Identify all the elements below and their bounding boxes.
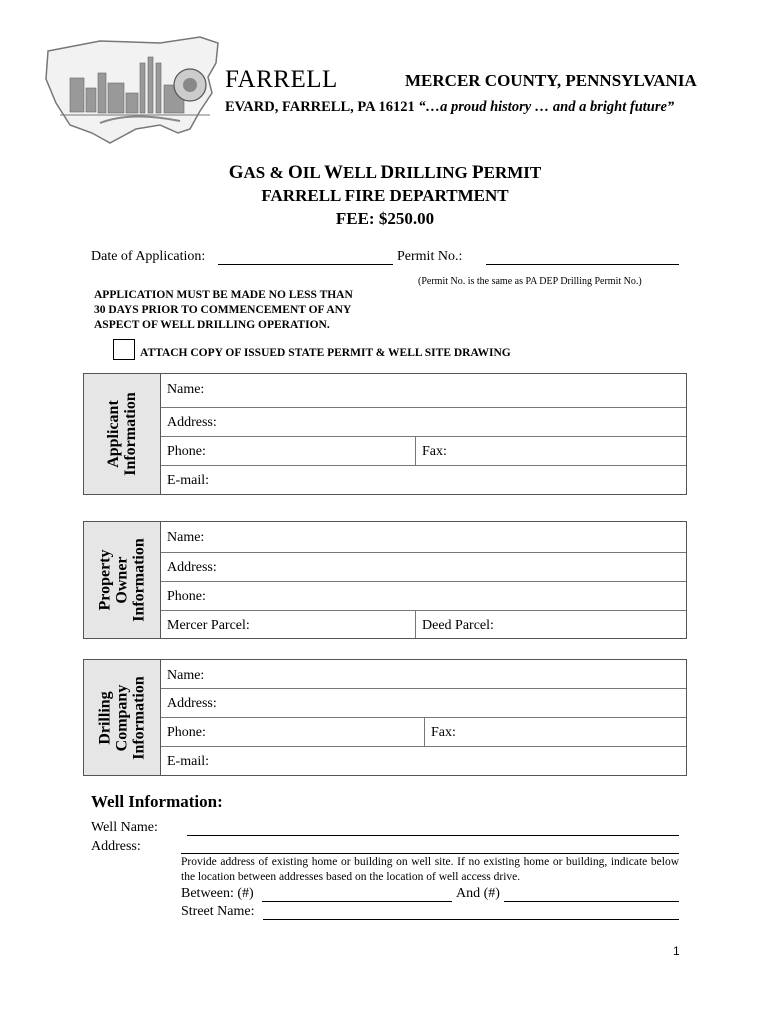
well-name-field[interactable] [187, 835, 679, 836]
motto: “…a proud history … and a bright future” [418, 99, 675, 115]
city-logo [40, 33, 225, 153]
driller-phone-field[interactable]: Phone: [167, 725, 206, 740]
driller-section [83, 659, 687, 776]
owner-address-field[interactable]: Address: [161, 552, 686, 582]
applicant-email-field[interactable]: E-mail: [167, 473, 209, 488]
owner-phone-field[interactable]: Phone: [161, 581, 686, 611]
fee-title: FEE: $250.00 [335, 209, 435, 228]
well-address-field[interactable] [181, 853, 679, 854]
well-address-label: Address: [91, 839, 141, 854]
city-name: FARRELL [225, 66, 338, 93]
applicant-phone-row [161, 436, 686, 466]
driller-name-field[interactable]: Name: [161, 660, 686, 689]
date-label: Date of Application: [91, 249, 206, 264]
applicant-side-label: Applicant Information [84, 374, 161, 494]
attach-label: ATTACH COPY OF ISSUED STATE PERMIT & WELL SITE DRAWING [140, 347, 511, 359]
permit-title: GAS & OIL WELL DRILLING PERMIT [228, 162, 542, 183]
date-field[interactable] [218, 264, 393, 265]
permit-field[interactable] [486, 264, 679, 265]
between-label: Between: (#) [181, 886, 254, 901]
driller-email-field[interactable]: E-mail: [167, 754, 209, 769]
street-field[interactable] [263, 919, 679, 920]
street-address: EVARD, FARRELL, PA 16121 [225, 99, 415, 115]
county-name: MERCER COUNTY, PENNSYLVANIA [405, 71, 697, 90]
mercer-parcel-field[interactable]: Mercer Parcel: [167, 618, 250, 633]
deed-parcel-field[interactable]: Deed Parcel: [415, 610, 686, 638]
and-field[interactable] [504, 901, 679, 902]
driller-address-field[interactable]: Address: [161, 688, 686, 718]
driller-side-label: Drilling Company Information [84, 660, 161, 775]
applicant-fax-field[interactable]: Fax: [415, 436, 686, 465]
applicant-phone-field[interactable]: Phone: [167, 444, 206, 459]
warning-text: APPLICATION MUST BE MADE NO LESS THAN 30 DAYS PRIOR TO COMMENCEMENT OF ANY ASPECT OF WELL DRILLING OPERATION. [94, 289, 353, 331]
department-title: FARRELL FIRE DEPARTMENT [261, 186, 509, 205]
header-address [225, 99, 674, 116]
applicant-section [83, 373, 687, 495]
page-number: 1 [673, 944, 680, 958]
applicant-name-field[interactable]: Name: [161, 374, 686, 408]
well-address-note: Provide address of existing home or building on well site. If no existing home or building, indicate below the location between addresses based on the location of well access drive. [181, 856, 679, 883]
well-name-label: Well Name: [91, 820, 158, 835]
permit-label: Permit No.: [397, 249, 463, 264]
owner-section [83, 521, 687, 639]
attach-checkbox[interactable] [113, 339, 135, 360]
owner-name-field[interactable]: Name: [161, 522, 686, 553]
well-heading: Well Information: [91, 792, 223, 811]
driller-fax-field[interactable]: Fax: [424, 717, 686, 746]
street-label: Street Name: [181, 904, 255, 919]
permit-note: (Permit No. is the same as PA DEP Drilling Permit No.) [418, 276, 642, 287]
owner-side-label: Property Owner Information [84, 522, 161, 638]
and-label: And (#) [456, 886, 500, 901]
applicant-address-field[interactable]: Address: [161, 407, 686, 437]
owner-parcel-row [161, 610, 686, 638]
driller-phone-row [161, 717, 686, 747]
between-field[interactable] [262, 901, 452, 902]
